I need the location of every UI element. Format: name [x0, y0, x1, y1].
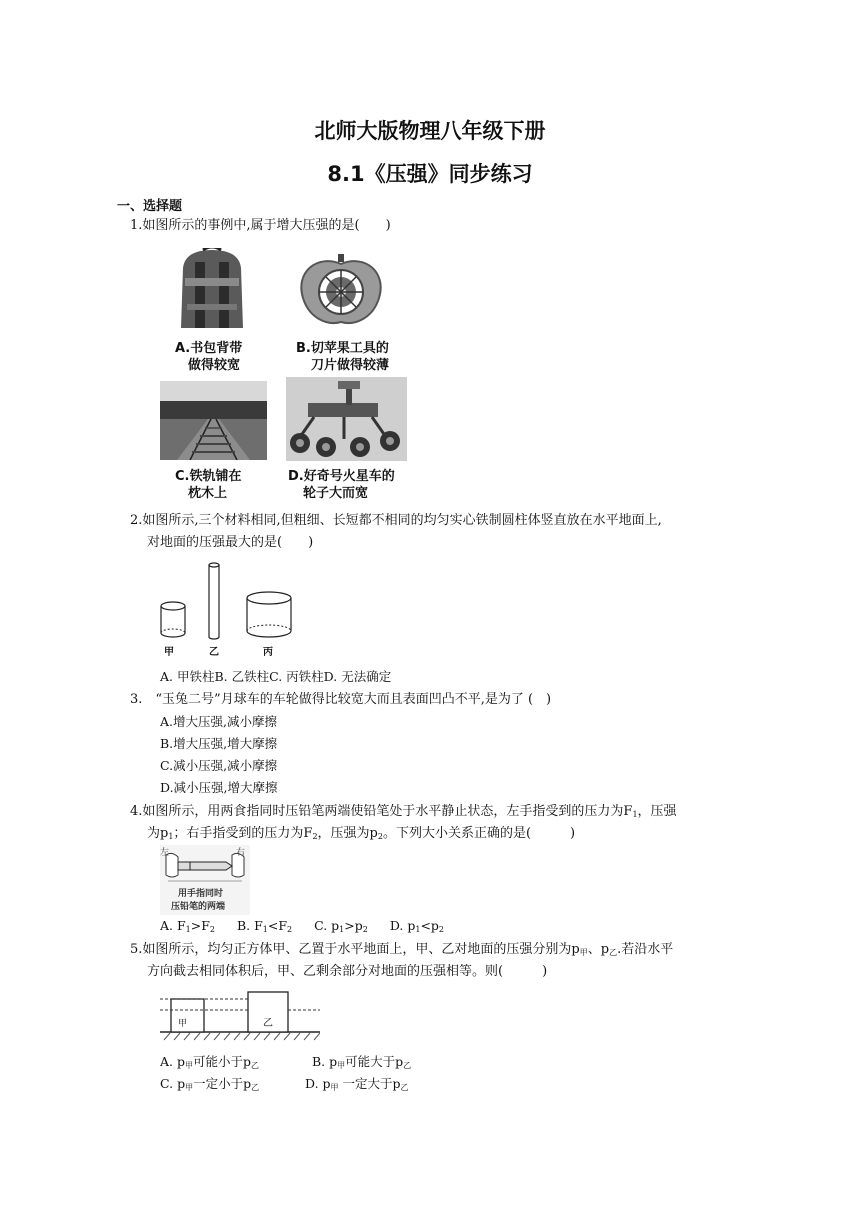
mars-rover-photo: [286, 377, 407, 461]
question-4-options: A. $F_1>F_2$ B. $F_1<F_2$ C. $p_1>p_2$ D. $p_1<p_2$: [160, 918, 445, 934]
document-title: 北师大版物理八年级下册: [314, 119, 546, 143]
pencil-caption-line1: 用手指同时: [178, 889, 224, 899]
caption-c-line1: C.铁轨铺在: [175, 469, 242, 484]
question-5-option-b: B. $p_甲$可能大于$p_乙$: [312, 1054, 412, 1070]
pencil-caption-line2: 压铅笔的两端: [171, 902, 226, 912]
question-5-stem-line1: 5.如图所示，均匀正方体甲、乙置于水平地面上，甲、乙对地面的压强分别为$p_甲$、$p_乙$.若沿水平: [130, 942, 674, 957]
question-2-options: A. 甲铁柱B. 乙铁柱C. 丙铁柱D. 无法确定: [160, 669, 392, 684]
question-2-stem-line1: 2.如图所示,三个材料相同,但粗细、长短都不相同的均匀实心铁制圆柱体竖直放在水平地面上,: [130, 513, 662, 528]
question-3-option-a: A.增大压强,减小摩擦: [160, 714, 277, 729]
railway-photo: [160, 381, 267, 460]
apple-cutter-photo: [295, 252, 387, 330]
question-1-stem: 1.如图所示的事例中,属于增大压强的是( ): [130, 218, 391, 233]
cylinder-label-bing: 丙: [263, 647, 273, 658]
cube-label-yi: 乙: [263, 1018, 273, 1029]
pencil-label-left: 左: [160, 848, 170, 858]
question-3-option-d: D.减小压强,增大摩擦: [160, 780, 278, 795]
question-3-stem: 3. “玉兔二号”月球车的车轮做得比较宽大而且表面凹凸不平,是为了 ( ): [130, 692, 552, 707]
caption-a-line2: 做得较宽: [188, 358, 241, 373]
caption-d-line2: 轮子大而宽: [303, 486, 369, 501]
question-3-option-c: C.减小压强,减小摩擦: [160, 758, 278, 773]
question-5-option-d: D. $p_甲$ 一定大于$p_乙$: [305, 1076, 409, 1092]
cylinder-label-yi: 乙: [209, 647, 219, 658]
document-subtitle: 8.1《压强》同步练习: [327, 162, 533, 186]
question-4-stem-line1: 4.如图所示，用两食指同时压铅笔两端使铅笔处于水平静止状态，左手指受到的压力为$F_1$，压强: [130, 804, 677, 819]
section-heading: 一、选择题: [117, 199, 183, 214]
caption-c-line2: 枕木上: [188, 486, 228, 501]
pencil-label-right: 右: [236, 848, 246, 858]
question-5-option-a: A. $p_甲$可能小于$p_乙$: [160, 1054, 259, 1070]
caption-b-line2: 刀片做得较薄: [311, 358, 390, 373]
question-5-option-c: C. $p_甲$一定小于$p_乙$: [160, 1076, 260, 1092]
question-4-stem-line2: 为$p_1$；右手指受到的压力为$F_2$，压强为$p_2$。下列大小关系正确的是( ): [147, 826, 576, 841]
question-5-stem-line2: 方向截去相同体积后，甲、乙剩余部分对地面的压强相等。则( ): [147, 964, 548, 979]
cube-label-jia: 甲: [178, 1019, 188, 1029]
caption-d-line1: D.好奇号火星车的: [288, 469, 395, 484]
question-2-stem-line2: 对地面的压强最大的是( ): [147, 535, 314, 550]
caption-b-line1: B.切苹果工具的: [296, 341, 389, 356]
backpack-photo: [173, 248, 251, 330]
caption-a-line1: A.书包背带: [175, 341, 243, 356]
question-3-option-b: B.增大压强,增大摩擦: [160, 736, 278, 751]
cylinder-label-jia: 甲: [164, 647, 174, 658]
